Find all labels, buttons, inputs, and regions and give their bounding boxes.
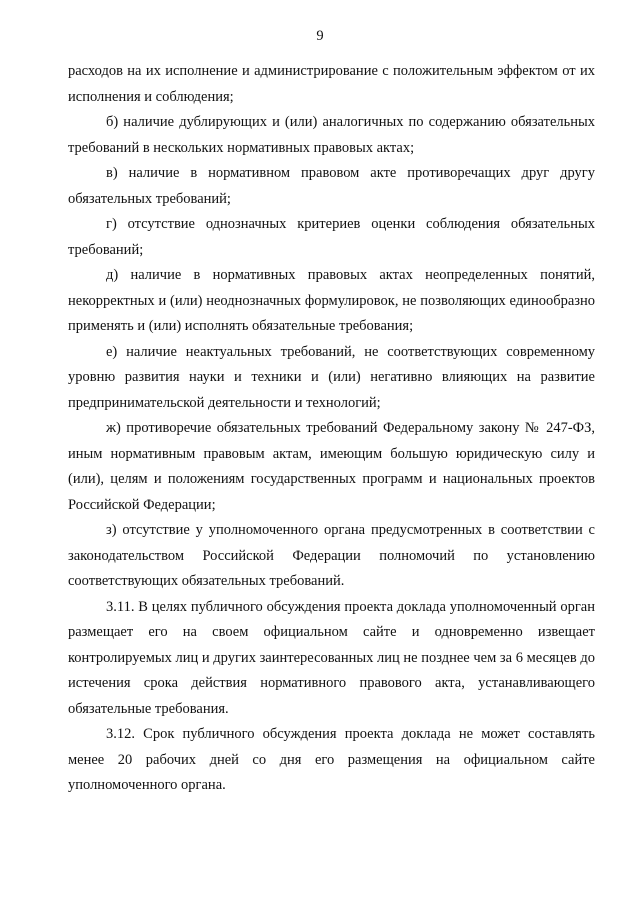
paragraph-continuation: расходов на их исполнение и администрирование с положительным эффектом от их исполнения и соблюдения; [68,63,595,105]
clause-3-12: 3.12. Срок публичного обсуждения проекта доклада не может составлять менее 20 рабочих дней со дня его размещения на официальном сайте уполномоченного органа. [68,726,595,793]
list-item-g: г) отсутствие однозначных критериев оценки соблюдения обязательных требований; [68,216,595,258]
list-item-v: в) наличие в нормативном правовом акте противоречащих друг другу обязательных требований; [68,165,595,207]
list-item-zh: ж) противоречие обязательных требований Федеральному закону № 247-ФЗ, иным нормативным правовым актам, имеющим большую юридическую силу и (или), целям и положениям государственных программ и национальных проектов Российской Федерации; [68,420,595,513]
page-number: 9 [316,28,324,44]
list-item-d: д) наличие в нормативных правовых актах неопределенных понятий, некорректных и (или) неоднозначных формулировок, не позволяющих единообразно применять и (или) исполнять обязательные требования; [68,267,595,334]
list-item-z: з) отсутствие у уполномоченного органа предусмотренных в соответствии с законодательством Российской Федерации полномочий по установлению соответствующих обязательных требований. [68,522,595,589]
page-body [68,59,595,799]
list-item-b: б) наличие дублирующих и (или) аналогичных по содержанию обязательных требований в нескольких нормативных правовых актах; [68,114,595,156]
clause-3-11: 3.11. В целях публичного обсуждения проекта доклада уполномоченный орган размещает его на своем официальном сайте и одновременно извещает контролируемых лиц и других заинтересованных лиц не позднее чем за 6 месяцев до истечения срока действия нормативного правового акта, устанавливающего обязательные требования. [68,598,595,717]
list-item-e: е) наличие неактуальных требований, не соответствующих современному уровню развития науки и техники и (или) негативно влияющих на развитие предпринимательской деятельности и технологий; [68,343,595,411]
